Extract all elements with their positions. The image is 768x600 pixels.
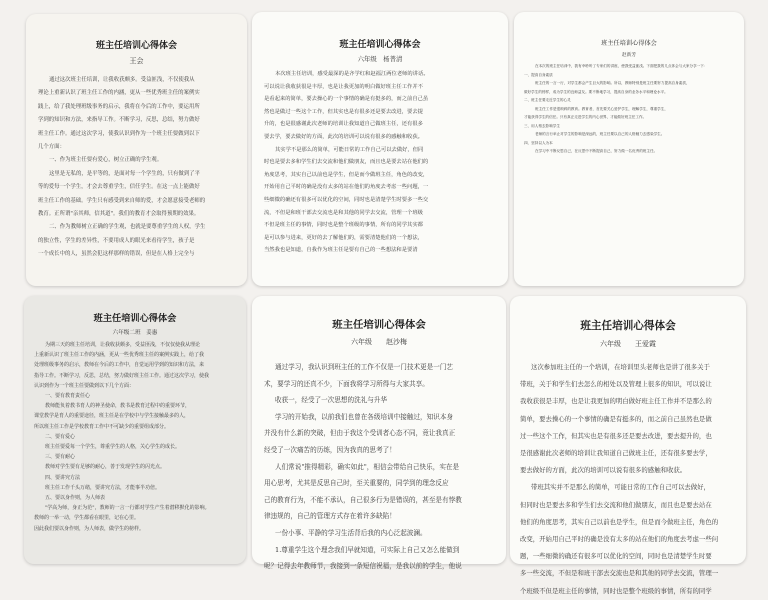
text-line: 因此我们要以身作则，为人师表，做学生的榜样。 (34, 525, 145, 532)
text-line: 本次班主任培训，感受最深的是齐学红和赵福江两位老师的讲话。 (275, 71, 429, 77)
text-line: 但同时也是要去多和学生们去交流和他们做朋友，而且也是要去站在 (520, 500, 712, 509)
text-line: 流，不但是和班干部去交流也是和其他的同学去交流，管理一个班级 (264, 209, 423, 216)
text-line: 角度思考，其实自己以前也是学生，但是而今做班主任，角色的改变， (264, 171, 429, 178)
text-line: 践上，给了我处理班级事务的启示，我将在今后的工作中，要运用所 (38, 103, 200, 110)
text-line: 通过学习，我认识到班主任的工作不仅是一门技术更是一门艺 (275, 363, 454, 371)
text-line: 可以说让我收获很是丰厚，也是让我更加的明白做好班主任工作并不 (264, 83, 423, 90)
page-body (34, 340, 236, 534)
text-line: 当然我也是知道，自我作为班主任是要有自己的一些想法和是要清 (264, 247, 418, 254)
text-line: 班主任工作千头万绪，要讲究方法，才能事半功倍。 (45, 484, 161, 491)
text-line: 在学习中不断反思自己，在反思中不断提高自己，努力做一名优秀的班主任。 (535, 149, 658, 153)
text-line: 教育。正所谓"亲其师，信其道"。我们的教育才会取得预期的效果。 (38, 211, 200, 218)
section-heading: 收获一，经受了一次思想的洗礼与升华 (275, 396, 388, 405)
text-line: 改变，开始用自己平时的确是没有太多的站在他们的角度去考虑一些问 (520, 535, 719, 544)
text-line: 班主任工作的基础。学生只有感受到来自师的爱，才会愿意接受老师的 (38, 197, 206, 204)
section-heading: 三、用人格去影响学生 (524, 123, 560, 128)
text-line: 理论上重新认识了班主任工作的内涵，更从一些优秀班主任的案例实 (38, 90, 200, 97)
text-line: 在本次的班主任培训中，我有幸聆听了专家们的讲座，使我受益匪浅。下面把我的几点体会与大家分享一下： (535, 64, 708, 68)
text-line: 课堂教学是育人的重要途径，班主任是在学校中与学生接触最多的人， (34, 413, 190, 420)
text-line: 教师对学生要有足够的耐心，善于发现学生的闪光点。 (45, 464, 166, 471)
text-line: 的独立性，学生的差异性，不要用成人的眼光来看待学生，孩子是 (38, 237, 195, 244)
text-line: 才能获得学生的信任。只有真正走进学生的内心世界，才能做好班主任工作。 (524, 115, 647, 119)
page-author: 六年级 赵沙梅 (351, 338, 407, 346)
text-line: 个班级不但是班主任的事情，同时也是整个班级的事情，所有的同学 (520, 586, 712, 595)
text-line: 班主任的一言一行，对学生都会产生巨大的影响。所以，教师特别是班主任要努力提高自身素质， (535, 81, 690, 85)
page-body (520, 359, 740, 600)
text-line: 呢？记得去年教师节，我接到一条短信祝福，是我以前的学生，他说 (264, 562, 462, 571)
text-line: 所以班主任工作是学校教育工作中不可缺少的重要组成部分。 (34, 423, 170, 430)
text-line: 班主任工作。通过这次学习，使我认识到作为一个班主任要做到以下 (38, 130, 200, 137)
page-author: 王会 (129, 57, 144, 65)
text-line: 要去学，要去做好的方面，此次的培训可以说有很多的感触和收获。 (264, 133, 423, 140)
section-heading: 四、要讲究方法 (45, 474, 81, 481)
text-line: 这次参加班主任的一个培训，在培训里头老师也是讲了很多关于 (531, 363, 710, 371)
text-line: 过一些这个工作，但其实也是有很多还是要去改进，要去提升的，也 (520, 431, 712, 440)
page-body (264, 68, 498, 257)
text-line: 是看起来的简单，要去操心的一个事情的确是有挺多的，而之前自己虽 (264, 96, 429, 103)
section-heading: 三、要有耐心 (45, 454, 76, 461)
text-line: 术，要学习的还真不少，下面我将学习所得与大家共享。 (264, 379, 429, 388)
page-title: 班主任培训心得体会 (580, 320, 676, 332)
text-line: 升的，也是很感谢此次老师的培训让我知道自己做班主任，还有很多 (264, 121, 423, 128)
text-line: 带班，关于和学生们去怎么的相处以及管理上很多的知识，可以说让 (520, 380, 712, 389)
section-heading: 一、提高自身素质 (524, 72, 553, 77)
text-line: 处理班级事务的启示，教师在今后的工作中，自觉运用学到的知识和方法，来 (34, 362, 205, 369)
text-line: 这里是无私的，是平等的，是面对每一个学生的，只有做到了平 (49, 170, 200, 177)
document-page-3 (514, 12, 744, 286)
section-heading: 一、要有教育责任心 (45, 393, 91, 400)
text-line: 经受了一次痛苦的历练，因为我真的思考了！ (264, 445, 396, 454)
text-line: 为期三天的班主任培训，让我收获颇多，受益匪浅，不仅仅使我从理论 (45, 342, 201, 348)
text-line: 做好学生的榜样，成为学生的良师益友。要不断地学习，提高自身的业务水平和理论水平。 (524, 89, 668, 94)
page-body (524, 62, 736, 156)
section-heading: 二、班主任要走近学生的心灵 (524, 98, 571, 102)
page-author: 六年级二班 姜惠 (112, 330, 158, 336)
text-line: 是可以参与进来，更好的去了解他们的，需要清楚他们的一个想法， (264, 234, 423, 241)
text-line: 时也是要去多和学生们去交流和他们做朋友，而且也是要去站在他们的 (264, 159, 429, 166)
section-heading: 一、作为班主任要有爱心，树立正确的学生观。 (49, 157, 163, 164)
text-line: 多一些交流，不但是和班干部去交流也是和其他的同学去交流，管理一 (520, 569, 719, 578)
page-author: 赵新芳 (621, 53, 637, 58)
page-title: 班主任培训心得体会 (93, 313, 177, 324)
text-line: 通过这次班主任培训，让我收获颇多。受益匪浅，不仅使我从 (49, 77, 195, 83)
page-body (38, 74, 237, 262)
page-title: 班主任培训心得体会 (95, 41, 177, 51)
text-line: 些细微的确还有很多可以优化的空间，同时也是清楚学生时要多一些交 (264, 196, 429, 203)
text-line: 带班其实并不是那么的简单，可能日常的工作自己可以去做好， (531, 483, 710, 492)
page-author: 六年级 王爱霞 (600, 340, 656, 348)
text-line: 要去做好的方面，此次的培训可以说有很多的感触和收获。 (520, 466, 687, 475)
text-line: 是很感谢此次老师的培训让我知道自己做班主任，还有很多要去学， (520, 449, 712, 458)
document-page-5 (252, 296, 506, 571)
text-line: "学高为师，身正为范"，教师的一言一行都对学生产生着潜移默化的影响。 (45, 505, 210, 512)
page-title: 班主任培训心得体会 (332, 319, 426, 331)
text-line: 然也是做过一些这个工作，但其实也是有很多还是要去改进，要去提 (264, 108, 423, 115)
text-line: 上重新认识了班主任工作的内涵，更从一些优秀班主任的案例实践上，给了我 (34, 352, 205, 359)
text-line: 班主任工作是很琐碎的教育。教育者，首先要关心爱护学生，理解学生，尊重学生， (535, 106, 668, 111)
text-line: 学习的开始我，以前我们也曾在各级培训中接触过，知识本身 (275, 412, 454, 421)
text-line: 认识到作为一个班主任要做到以下几个方面： (34, 382, 135, 389)
text-line: 并没有什么新的突破，但由于我这个受训者心态不同，竟让我真正 (264, 429, 456, 438)
page-body (264, 359, 500, 575)
text-line: 人们常说"推得精彩，确实如此"，相信会带给自己快乐，实在是 (275, 462, 460, 471)
section-heading: 二、要有爱心 (45, 433, 76, 440)
section-heading: 四、坚持以人为本 (524, 140, 553, 145)
text-line: 教师的一举一动，学生都看在眼里，记在心里。 (34, 515, 140, 522)
text-line: 不但是班主任的事情，同时也是整个班级的事情，所有的同学其实都 (264, 222, 423, 229)
text-line: 几个方面： (38, 144, 65, 151)
text-line: 教师能负着教书育人的神圣使命，教书是教育过程中的重要环节， (45, 403, 191, 410)
text-line: 等的爱每一个学生，才会去尊重学生，信任学生。在这一点上能做好 (38, 184, 200, 191)
text-line: 己的教育行为，不能不承认，自己很多行为是错误的，甚至是有悖教 (264, 495, 462, 504)
text-line: 律违规的，自己的管理方式存在着许多缺陷！ (264, 512, 396, 521)
text-line: 他们的角度思考，其实自己以前也是学生，但是而今做班主任，角色的 (520, 517, 719, 526)
document-page-1 (26, 14, 247, 286)
document-page-2 (252, 12, 508, 286)
text-line: 题，一些细微的确还有很多可以优化的空间，同时也是清楚学生时要 (520, 552, 712, 561)
document-page-4 (24, 296, 246, 564)
page-author: 六年级 杨普清 (357, 55, 403, 63)
text-line: 其实学不是那么的简单，可能日常的工作自己可以去做好，但同 (275, 146, 424, 153)
text-line: 用心思考，尤其是反思自己时，至关重要的，同学到的理念反应 (264, 479, 449, 488)
text-line: 二、作为教师树立正确的学生观，也就是要尊重学生的人权，学生 (49, 224, 206, 231)
text-line: 简单，要去操心的一个事情的确是有挺多的，而之前自己虽然也是做 (520, 414, 712, 423)
text-line: 我收获很是丰厚，也是让我更加的明白做好班主任工作并不是那么的 (520, 397, 712, 406)
text-line: 指导工作。不断学习，反思，总结，努力做好班主任工作。通过这次学习，使我 (34, 372, 210, 379)
text-line: 一份小事、平静的学习生活背后我的内心泛起波澜。 (275, 528, 427, 537)
text-line: 1.尊重学生这个理念我们早就知道，可实际上自己又怎么能做到 (275, 545, 460, 554)
document-page-6 (510, 296, 746, 595)
page-title: 班主任培训心得体会 (601, 40, 657, 47)
page-title: 班主任培训心得体会 (339, 40, 421, 50)
text-line: 开始用自己平时的确是没有太多的站在他们的角度去考虑一些问题，一 (264, 184, 429, 191)
section-heading: 五、要以身作则，为人师表 (45, 495, 106, 502)
text-line: 老师的言行举止对学生的影响是深远的，班主任要以自己的人格魅力去感染学生。 (535, 132, 665, 136)
text-line: 班主任要爱每一个学生，尊重学生的人格，关心学生的成长。 (45, 444, 181, 451)
text-line: 学到的知识和方法，来指导工作。不断学习，反思，总结，努力做好 (38, 117, 200, 124)
text-line: 一个成长中的人，虽然会犯这样那样的错误，但是在人格上完全与 (38, 251, 195, 258)
